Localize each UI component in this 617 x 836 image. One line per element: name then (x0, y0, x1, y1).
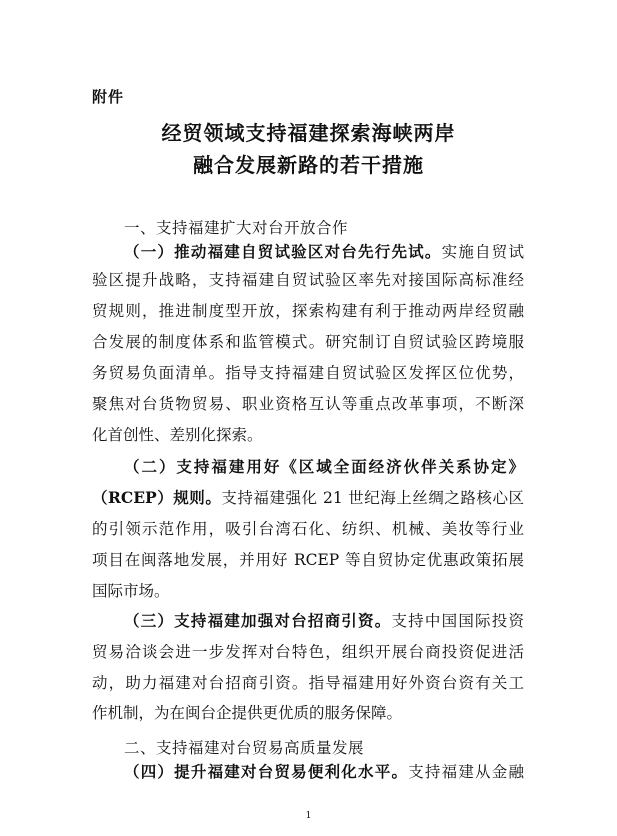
item-title: （四）提升福建对台贸易便利化水平。 (124, 762, 409, 781)
paragraph-line: 动，助力福建对台招商引资。指导福建用好外资台资有关工 (92, 674, 524, 692)
paragraph-line (92, 484, 524, 512)
paragraph-line (124, 238, 524, 266)
paragraph-line (124, 758, 524, 786)
paragraph-line: 贸规则，推进制度型开放，探索构建有利于推动两岸经贸融 (92, 302, 524, 320)
document-title-line-1: 经贸领域支持福建探索海峡两岸 (161, 121, 456, 145)
paragraph-line: 务贸易负面清单。指导支持福建自贸试验区发挥区位优势， (92, 364, 524, 382)
item-title: （三）支持福建加强对台招商引资。 (124, 611, 392, 630)
paragraph-line: 化首创性、差别化探索。 (92, 426, 263, 444)
paragraph-line: 作机制，为在闽台企提供更优质的服务保障。 (92, 704, 403, 722)
paragraph-line: 的引领示范作用，吸引台湾石化、纺织、机械、美妆等行业 (92, 520, 524, 538)
item-text: 支持中国国际投资 (391, 612, 524, 630)
paragraph-line: 贸易洽谈会进一步发挥对台特色，组织开展台商投资促进活 (92, 643, 524, 661)
paragraph-line: 聚焦对台货物贸易、职业资格互认等重点改革事项，不断深 (92, 395, 524, 413)
document-title-line-2: 融合发展新路的若干措施 (193, 153, 424, 177)
item-title: （一）推动福建自贸试验区对台先行先试。 (124, 242, 442, 261)
item-text: 实施自贸试 (441, 243, 524, 261)
page-number: 1 (305, 811, 312, 821)
attachment-label: 附件 (92, 88, 125, 106)
section-heading-2: 二、支持福建对台贸易高质量发展 (124, 739, 365, 757)
item-title: （二）支持福建用好《区域全面经济伙伴关系协定》 (124, 457, 524, 476)
paragraph-line: 国际市场。 (92, 582, 170, 600)
item-text: 支持福建强化 21 世纪海上丝绸之路核心区 (221, 489, 524, 507)
item-text: 支持福建从金融 (408, 763, 524, 781)
item-title: （RCEP）规则。 (92, 488, 222, 507)
paragraph-line (124, 607, 524, 635)
paragraph-line: 合发展的制度体系和监管模式。研究制订自贸试验区跨境服 (92, 333, 524, 351)
section-heading-1: 一、支持福建扩大对台开放合作 (124, 219, 349, 237)
paragraph-line: 项目在闽落地发展，并用好 RCEP 等自贸协定优惠政策拓展 (92, 551, 524, 569)
paragraph-line: 验区提升战略，支持福建自贸试验区率先对接国际高标准经 (92, 271, 524, 289)
